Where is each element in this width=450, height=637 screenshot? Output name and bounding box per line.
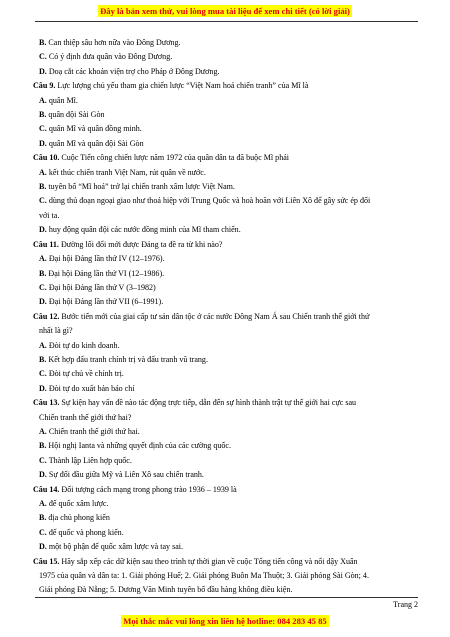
option-letter: A.: [39, 167, 47, 177]
question-number: Câu 15.: [33, 556, 60, 566]
question-text: Đối tượng cách mạng trong phong trào 1936 – 1939 là: [61, 484, 237, 494]
option-line: [33, 281, 419, 295]
option-letter: C.: [39, 455, 47, 465]
question-line: [33, 238, 419, 252]
option-letter: B.: [39, 268, 47, 278]
option-line: [33, 382, 419, 396]
question-number: Câu 14.: [33, 484, 60, 494]
option-letter: A.: [39, 340, 47, 350]
option-line: [33, 353, 419, 367]
option-line: [33, 295, 419, 309]
option-line: [33, 267, 419, 281]
option-text: Chiến tranh thế giới thứ hai?: [39, 412, 132, 422]
header-divider: [35, 21, 418, 22]
option-letter: B.: [39, 38, 47, 47]
option-line: [33, 166, 419, 180]
question-text: Đường lối đổi mới được Đảng ta đề ra từ khi nào?: [60, 239, 223, 249]
option-letter: C.: [39, 369, 47, 379]
option-line: [33, 36, 419, 50]
question-line: [33, 79, 419, 93]
option-text: Sự đối đầu giữa Mỹ và Liên Xô sau chiến tranh.: [48, 470, 204, 480]
option-letter: D.: [39, 225, 47, 235]
option-line: [33, 526, 419, 540]
option-letter: D.: [39, 297, 47, 307]
option-line: [33, 468, 419, 482]
footer-divider: [35, 597, 418, 598]
question-text: Bước tiến mới của giai cấp tư sản dân tộc ở các nước Đông Nam Á sau Chiến tranh thế giới thứ: [61, 311, 370, 321]
option-line: [33, 223, 419, 237]
option-letter: D.: [39, 383, 47, 393]
continuation-line: [33, 324, 419, 338]
option-text: Hội nghị Ianta và những quyết định của các cường quốc.: [48, 441, 231, 451]
option-text: Đòi tự do xuất bản báo chí: [48, 383, 135, 393]
option-line: [33, 339, 419, 353]
option-letter: C.: [39, 527, 47, 537]
option-letter: C.: [39, 124, 47, 134]
option-line: [33, 108, 419, 122]
option-line: [33, 497, 419, 511]
option-line: [33, 50, 419, 64]
option-line: [33, 65, 419, 79]
question-number: Câu 11.: [33, 239, 59, 249]
option-text: nhất là gì?: [39, 326, 73, 336]
option-text: một bộ phận đế quốc xâm lược và tay sai.: [48, 542, 184, 552]
option-text: 1975 của quân và dân ta: 1. Giải phóng Huế; 2. Giải phóng Buôn Ma Thuột; 3. Giải phóng Sài Gòn; 4.: [39, 571, 369, 581]
option-text: Chiến tranh thế giới thứ hai.: [48, 426, 140, 436]
option-line: [33, 425, 419, 439]
option-line: [33, 180, 419, 194]
continuation-line: [33, 583, 419, 597]
option-text: Đại hội Đảng lần thứ VII (6–1991).: [48, 297, 164, 307]
option-text: Đại hội Đảng lần thứ V (3–1982): [48, 282, 156, 292]
option-line: [33, 252, 419, 266]
option-letter: B.: [39, 513, 47, 523]
question-text: Hãy sắp xếp các dữ kiện sau theo trình tự thời gian về cuộc Tổng tiến công và nổi dậy Xuân: [61, 556, 358, 566]
option-letter: A.: [39, 254, 47, 264]
option-letter: D.: [39, 66, 47, 76]
option-letter: A.: [39, 95, 47, 105]
option-line: [33, 194, 419, 208]
preview-notice-banner: [0, 0, 450, 22]
option-text: Đòi tự do kinh doanh.: [48, 340, 120, 350]
question-line: [33, 396, 419, 410]
option-text: Giải phóng Đà Nẵng; 5. Dương Văn Minh tuyên bố đầu hàng không điều kiện.: [39, 585, 293, 595]
option-text: Can thiệp sâu hơn nữa vào Đông Dương.: [48, 38, 181, 47]
option-letter: B.: [39, 110, 47, 120]
option-line: [33, 511, 419, 525]
question-number: Câu 12.: [33, 311, 60, 321]
option-line: [33, 137, 419, 151]
option-text: quân Mĩ và quân đội Sài Gòn: [48, 138, 144, 148]
option-text: Đại hội Đảng lần thứ VI (12–1986).: [48, 268, 165, 278]
option-text: đế quốc xâm lược.: [48, 499, 109, 508]
option-text: quân đội Sài Gòn: [48, 110, 105, 120]
preview-notice-text: Đây là bản xem thử, vui lòng mua tài liệu để xem chi tiết (có lời giải): [100, 6, 350, 16]
option-text: tuyên bố “Mĩ hoá” trở lại chiến tranh xâm lược Việt Nam.: [48, 182, 235, 192]
option-text: Có ý định đưa quân vào Đông Dương.: [48, 52, 173, 62]
question-number: Câu 9.: [33, 81, 56, 91]
question-line: [33, 151, 419, 165]
continuation-line: [33, 411, 419, 425]
option-line: [33, 454, 419, 468]
option-text: dùng thủ đoạn ngoại giao như thoả hiệp với Trung Quốc và hoà hoãn với Liên Xô để gây sức ép đối: [48, 196, 371, 206]
question-number: Câu 13.: [33, 398, 60, 408]
hotline-text: Mọi thắc mắc vui lòng xin liên hệ hotline: 084 283 45 85: [123, 616, 327, 626]
option-text: Đại hội Đảng lần thứ IV (12–1976).: [48, 254, 165, 264]
option-letter: B.: [39, 441, 47, 451]
option-line: [33, 439, 419, 453]
option-text: Doạ cắt các khoản viện trợ cho Pháp ở Đông Dương.: [48, 66, 220, 76]
option-letter: B.: [39, 354, 47, 364]
option-line: [33, 94, 419, 108]
option-letter: C.: [39, 196, 47, 206]
option-text: đế quốc và phong kiến.: [48, 527, 124, 537]
option-line: [33, 540, 419, 554]
question-text: Cuộc Tiến công chiến lược năm 1972 của quân dân ta đã buộc Mĩ phải: [61, 153, 290, 163]
option-line: [33, 367, 419, 381]
question-number: Câu 10.: [33, 153, 60, 163]
option-text: quân Mĩ.: [48, 95, 78, 105]
option-text: Thành lập Liên hợp quốc.: [48, 455, 132, 465]
option-text: kết thúc chiến tranh Việt Nam, rút quân về nước.: [48, 167, 206, 177]
option-letter: D.: [39, 470, 47, 480]
hotline-banner: [0, 613, 450, 629]
document-body: [33, 36, 419, 598]
option-text: địa chủ phong kiến: [48, 513, 110, 523]
question-text: Sự kiện hay vấn đề nào tác động trực tiếp, dẫn đến sự hình thành trật tự thế giới hai cực sau: [61, 398, 357, 408]
option-text: Đòi tự chủ về chính trị.: [48, 369, 124, 379]
option-letter: C.: [39, 52, 47, 62]
option-letter: A.: [39, 499, 47, 508]
option-letter: B.: [39, 182, 47, 192]
continuation-line: [33, 209, 419, 223]
option-letter: C.: [39, 282, 47, 292]
option-text: Kết hợp đấu tranh chính trị và đấu tranh vũ trang.: [48, 354, 208, 364]
question-text: Lực lượng chủ yếu tham gia chiến lược “Việt Nam hoá chiến tranh” của Mĩ là: [57, 81, 309, 91]
option-letter: D.: [39, 138, 47, 148]
continuation-line: [33, 569, 419, 583]
option-text: với ta.: [39, 210, 60, 220]
option-line: [33, 122, 419, 136]
question-line: [33, 555, 419, 569]
option-text: huy động quân đội các nước đồng minh của Mĩ tham chiến.: [48, 225, 241, 235]
question-line: [33, 483, 419, 497]
page-number: Trang 2: [393, 600, 418, 609]
option-text: quân Mĩ và quân đồng minh.: [48, 124, 142, 134]
question-line: [33, 310, 419, 324]
option-letter: A.: [39, 426, 47, 436]
option-letter: D.: [39, 542, 47, 552]
